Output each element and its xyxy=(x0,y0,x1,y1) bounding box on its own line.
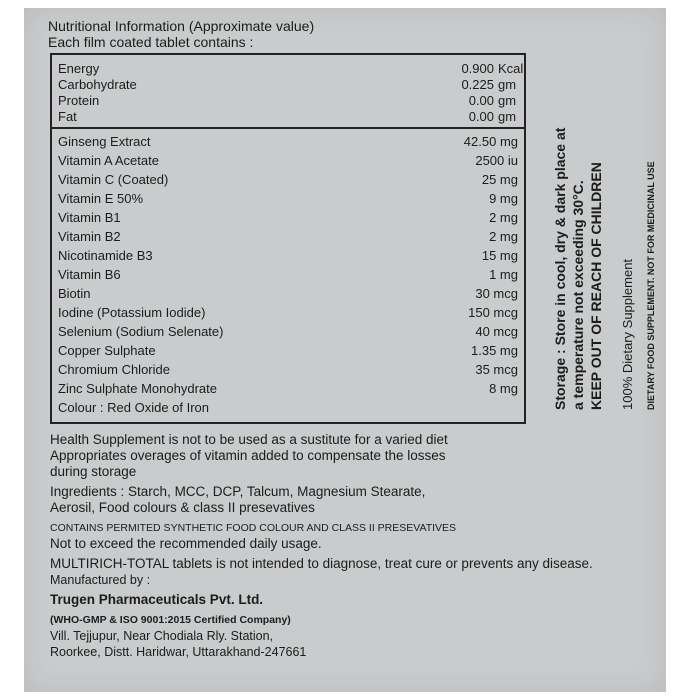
nutrient-value: 0.00 xyxy=(468,93,494,108)
ingredient-amount: 40 mcg xyxy=(475,324,518,339)
nutrient-name: Fat xyxy=(58,109,77,124)
certification: (WHO-GMP & ISO 9001:2015 Certified Company) xyxy=(50,614,291,626)
nutrition-table xyxy=(50,53,526,424)
contains-note: CONTAINS PERMITED SYNTHETIC FOOD COLOUR AND CLASS II PRESEVATIVES xyxy=(50,522,457,534)
ingredient-name: Chromium Chloride xyxy=(58,362,170,377)
child-warning: KEEP OUT OF REACH OF CHILDREN xyxy=(588,162,604,410)
ingredient-amount: 9 mg xyxy=(489,191,518,206)
ingredient-amount: 2 mg xyxy=(489,210,518,225)
ingredient-name: Selenium (Sodium Selenate) xyxy=(58,324,224,339)
address-line-2: Roorkee, Distt. Haridwar, Uttarakhand-247661 xyxy=(50,645,307,659)
ingredient-name: Vitamin C (Coated) xyxy=(58,172,169,187)
ingredient-name: Vitamin B1 xyxy=(58,210,121,225)
ingredients-line-cont: Aerosil, Food colours & class II presevatives xyxy=(50,500,315,515)
ingredient-amount: 2500 iu xyxy=(475,153,518,168)
ingredient-amount: 2 mg xyxy=(489,229,518,244)
dosage-warning: Not to exceed the recommended daily usage. xyxy=(50,536,322,551)
address-line-1: Vill. Tejjupur, Near Chodiala Rly. Station, xyxy=(50,629,274,643)
ingredient-amount: 1 mg xyxy=(489,267,518,282)
not-medicinal-label: DIETARY FOOD SUPPLEMENT. NOT FOR MEDICINAL USE xyxy=(646,161,656,410)
ingredients-line: Ingredients : Starch, MCC, DCP, Talcum, Magnesium Stearate, xyxy=(50,484,426,499)
health-note: Health Supplement is not to be used as a sustitute for a varied diet xyxy=(50,432,448,447)
ingredient-name: Biotin xyxy=(58,286,91,301)
nutrient-value: 0.900 xyxy=(461,61,494,76)
nutrient-value: 0.00 xyxy=(468,109,494,124)
ingredient-amount: 1.35 mg xyxy=(471,343,518,358)
manufactured-by-label: Manufactured by : xyxy=(50,573,151,587)
ingredient-name: Zinc Sulphate Monohydrate xyxy=(58,381,217,396)
ingredient-amount: 35 mcg xyxy=(475,362,518,377)
ingredient-name: Colour : Red Oxide of Iron xyxy=(58,400,210,415)
ingredient-name: Nicotinamide B3 xyxy=(58,248,153,263)
nutrient-unit: gm xyxy=(498,77,517,92)
nutrient-unit: Kcal xyxy=(498,61,524,76)
nutrient-unit: gm xyxy=(498,109,517,124)
storage-temperature: a temperature not exceeding 30°C. xyxy=(570,180,586,410)
dietary-supplement-label: 100% Dietary Supplement xyxy=(620,258,635,410)
ingredient-name: Iodine (Potassium Iodide) xyxy=(58,305,206,320)
company-name: Trugen Pharmaceuticals Pvt. Ltd. xyxy=(50,592,264,607)
ingredient-amount: 150 mcg xyxy=(468,305,518,320)
nutrition-heading: Nutritional Information (Approximate value) xyxy=(48,18,315,34)
ingredient-amount: 8 mg xyxy=(489,381,518,396)
nutrient-name: Energy xyxy=(58,61,100,76)
overage-note: Appropriates overages of vitamin added to compensate the losses xyxy=(50,448,446,463)
disclaimer: MULTIRICH-TOTAL tablets is not intended to diagnose, treat cure or prevents any disease. xyxy=(50,556,593,571)
ingredient-amount: 30 mcg xyxy=(475,286,518,301)
ingredient-name: Ginseng Extract xyxy=(58,134,151,149)
ingredient-name: Vitamin E 50% xyxy=(58,191,144,206)
tablet-contents-heading: Each film coated tablet contains : xyxy=(48,34,254,50)
ingredient-name: Vitamin B2 xyxy=(58,229,121,244)
nutrient-value: 0.225 xyxy=(461,77,494,92)
ingredient-amount: 42.50 mg xyxy=(463,134,518,149)
ingredient-name: Vitamin A Acetate xyxy=(58,153,159,168)
overage-note-cont: during storage xyxy=(50,464,137,479)
table-divider xyxy=(52,127,524,129)
ingredient-name: Vitamin B6 xyxy=(58,267,121,282)
ingredient-amount: 25 mg xyxy=(481,172,518,187)
ingredient-amount: 15 mg xyxy=(481,248,518,263)
nutrient-name: Carbohydrate xyxy=(58,77,137,92)
storage-instruction: Storage : Store in cool, dry & dark place at xyxy=(552,127,568,410)
ingredient-name: Copper Sulphate xyxy=(58,343,156,358)
nutrient-name: Protein xyxy=(58,93,100,108)
nutrient-unit: gm xyxy=(498,93,517,108)
